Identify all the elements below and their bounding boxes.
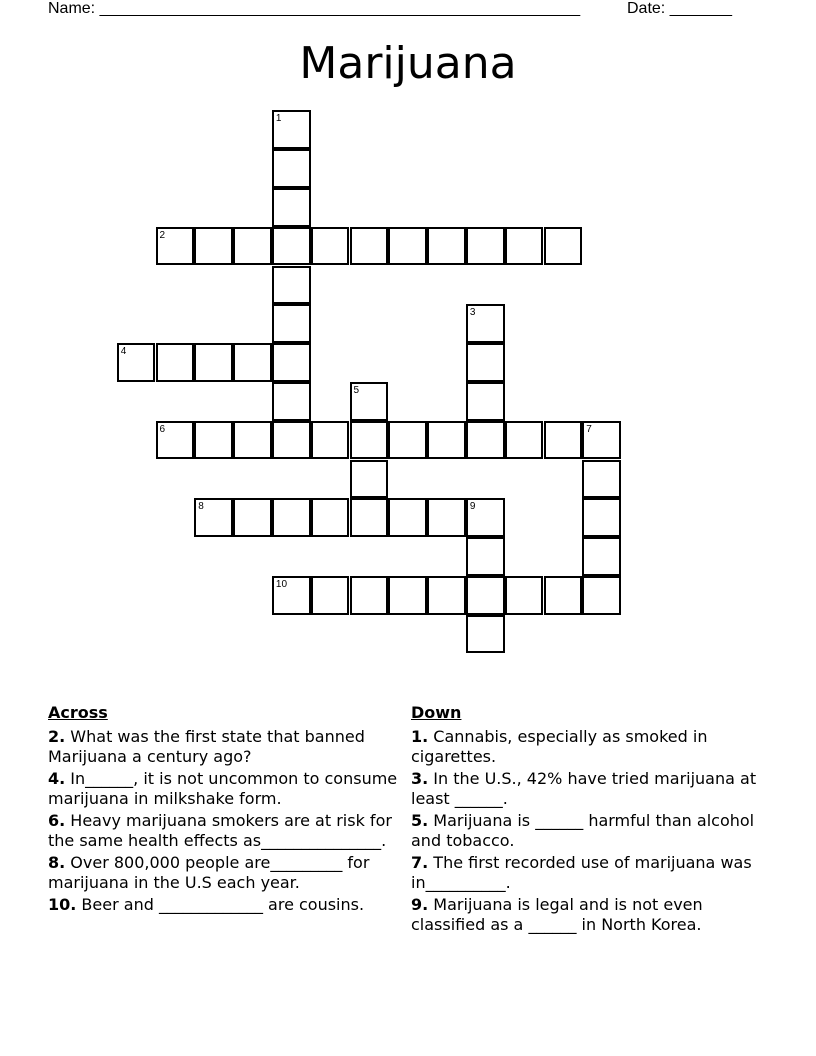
grid-cell[interactable]: [544, 576, 583, 615]
grid-cell[interactable]: [350, 460, 389, 499]
grid-cell[interactable]: [388, 227, 427, 266]
grid-cell[interactable]: [466, 421, 505, 460]
grid-cell[interactable]: [350, 498, 389, 537]
across-clue-list: [48, 727, 398, 915]
date-line[interactable]: Date: _______: [627, 0, 732, 17]
down-clue: [411, 853, 761, 893]
clue-text: In______, it is not uncommon to consume marijuana in milkshake form.: [48, 769, 398, 808]
clue-label-number: 7.: [411, 853, 429, 872]
grid-cell[interactable]: [582, 537, 621, 576]
grid-cell[interactable]: [117, 343, 156, 382]
grid-cell[interactable]: [350, 421, 389, 460]
grid-cell[interactable]: [466, 227, 505, 266]
grid-cell[interactable]: [311, 421, 350, 460]
grid-cell[interactable]: [272, 149, 311, 188]
grid-cell[interactable]: [272, 576, 311, 615]
clue-text: Cannabis, especially as smoked in cigarettes.: [411, 727, 708, 766]
grid-cell[interactable]: [582, 498, 621, 537]
across-clue: [48, 769, 398, 809]
clue-number: 2: [159, 229, 166, 241]
grid-cell[interactable]: [233, 227, 272, 266]
grid-cell[interactable]: [505, 227, 544, 266]
grid-cell[interactable]: [272, 382, 311, 421]
grid-cell[interactable]: [272, 227, 311, 266]
grid-cell[interactable]: [194, 498, 233, 537]
grid-cell[interactable]: [466, 537, 505, 576]
down-heading: Down: [411, 703, 462, 722]
grid-cell[interactable]: [466, 304, 505, 343]
clue-label-number: 8.: [48, 853, 66, 872]
grid-cell[interactable]: [466, 382, 505, 421]
grid-cell[interactable]: [272, 343, 311, 382]
across-clue: [48, 811, 398, 851]
clue-label-number: 10.: [48, 895, 77, 914]
puzzle-title: Marijuana: [299, 38, 517, 89]
grid-cell[interactable]: [427, 576, 466, 615]
grid-cell[interactable]: [272, 421, 311, 460]
clue-text: The first recorded use of marijuana was in__________.: [411, 853, 752, 892]
grid-cell[interactable]: [194, 227, 233, 266]
across-clue: [48, 895, 398, 915]
clue-label-number: 1.: [411, 727, 429, 746]
down-clue: [411, 895, 761, 935]
grid-cell[interactable]: [156, 227, 195, 266]
clue-label-number: 3.: [411, 769, 429, 788]
clue-label-number: 4.: [48, 769, 66, 788]
grid-cell[interactable]: [311, 576, 350, 615]
across-clue: [48, 853, 398, 893]
grid-cell[interactable]: [350, 227, 389, 266]
across-clues: [48, 703, 398, 917]
grid-cell[interactable]: [194, 421, 233, 460]
across-clue: [48, 727, 398, 767]
grid-cell[interactable]: [233, 498, 272, 537]
across-heading: Across: [48, 703, 108, 722]
grid-cell[interactable]: [466, 498, 505, 537]
grid-cell[interactable]: [582, 460, 621, 499]
grid-cell[interactable]: [350, 382, 389, 421]
down-clue: [411, 727, 761, 767]
grid-cell[interactable]: [582, 576, 621, 615]
grid-cell[interactable]: [582, 421, 621, 460]
grid-cell[interactable]: [466, 615, 505, 654]
down-clues: [411, 703, 761, 937]
grid-cell[interactable]: [505, 576, 544, 615]
clue-number: 1: [275, 113, 282, 125]
clue-number: 3: [469, 307, 476, 319]
grid-cell[interactable]: [311, 498, 350, 537]
clue-number: 7: [586, 423, 592, 435]
clue-number: 10: [275, 578, 288, 590]
grid-cell[interactable]: [156, 421, 195, 460]
name-line[interactable]: Name: ______________________________________________________: [48, 0, 581, 17]
grid-cell[interactable]: [272, 188, 311, 227]
clue-label-number: 9.: [411, 895, 429, 914]
grid-cell[interactable]: [427, 498, 466, 537]
grid-cell[interactable]: [388, 498, 427, 537]
grid-cell[interactable]: [544, 421, 583, 460]
clue-number: 4: [120, 346, 127, 358]
clue-number: 6: [159, 423, 166, 435]
grid-cell[interactable]: [233, 343, 272, 382]
clue-text: Over 800,000 people are_________ for marijuana in the U.S each year.: [48, 853, 370, 892]
grid-cell[interactable]: [272, 498, 311, 537]
clue-number: 9: [469, 501, 476, 513]
grid-cell[interactable]: [388, 421, 427, 460]
grid-cell[interactable]: [427, 421, 466, 460]
clue-text: In the U.S., 42% have tried marijuana at least ______.: [411, 769, 757, 808]
grid-cell[interactable]: [194, 343, 233, 382]
grid-cell[interactable]: [388, 576, 427, 615]
clue-text: What was the first state that banned Marijuana a century ago?: [48, 727, 365, 766]
grid-cell[interactable]: [233, 421, 272, 460]
grid-cell[interactable]: [505, 421, 544, 460]
clue-text: Marijuana is ______ harmful than alcohol and tobacco.: [411, 811, 755, 850]
grid-cell[interactable]: [272, 110, 311, 149]
grid-cell[interactable]: [427, 227, 466, 266]
clue-number: 5: [353, 384, 360, 396]
down-clue: [411, 811, 761, 851]
down-clue-list: [411, 727, 761, 935]
grid-cell[interactable]: [311, 227, 350, 266]
clue-text: Beer and _____________ are cousins.: [76, 895, 365, 914]
clue-text: Heavy marijuana smokers are at risk for the same health effects as_______________.: [48, 811, 392, 850]
clue-label-number: 2.: [48, 727, 66, 746]
grid-cell[interactable]: [350, 576, 389, 615]
grid-cell[interactable]: [272, 304, 311, 343]
grid-cell[interactable]: [544, 227, 583, 266]
clue-label-number: 5.: [411, 811, 429, 830]
clue-text: Marijuana is legal and is not even classified as a ______ in North Korea.: [411, 895, 703, 934]
down-clue: [411, 769, 761, 809]
grid-cell[interactable]: [466, 576, 505, 615]
grid-cell[interactable]: [156, 343, 195, 382]
grid-cell[interactable]: [466, 343, 505, 382]
grid-cell[interactable]: [272, 266, 311, 305]
clue-number: 8: [198, 501, 204, 513]
clue-label-number: 6.: [48, 811, 66, 830]
